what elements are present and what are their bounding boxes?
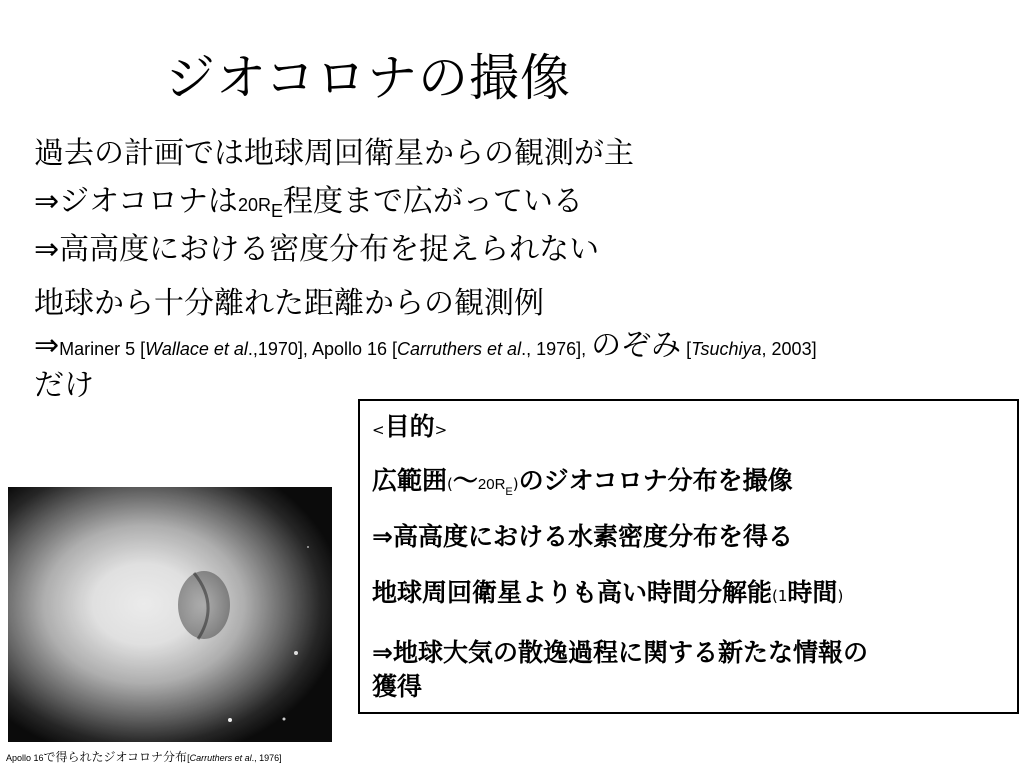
purpose-row1-paren: ( [447,475,453,493]
caption-author: Carruthers et al [189,753,252,763]
photo-caption [6,748,282,765]
line5-ref-b-end: ., 1976], [521,339,592,359]
text-line-5 [34,320,817,364]
line5-ref-a: Mariner 5 [ [59,339,146,359]
line5-arrow: ⇒ [34,328,60,363]
purpose-row-5: 獲得 [372,672,423,701]
geocorona-photo [8,487,332,742]
line5-ref-a-italic: Wallace et al [145,339,248,359]
purpose-box [358,399,1019,714]
slide-title: ジオコロナの撮像 [165,49,571,107]
purpose-row1-subscript: E [505,486,513,498]
purpose-row3-b: 時間 [787,578,838,607]
purpose-row3-close: ) [837,587,844,605]
purpose-row3-paren: ( [772,587,778,605]
line5-ref-a-end: .,1970], Apollo 16 [ [247,339,398,359]
caption-year: ., 1976] [251,753,282,763]
purpose-row1-b: のジオコロナ分布を撮像 [518,466,793,495]
purpose-row1-a: 広範囲 [372,466,448,495]
purpose-row1-tilde: 〜 [452,466,478,495]
purpose-row3-num: 1 [777,587,788,605]
text-line-4: 地球から十分離れた距離からの観測例 [34,286,544,321]
line5-ref-b-italic: Carruthers et al [397,339,522,359]
purpose-row-4: ⇒地球大気の散逸過程に関する新たな情報の [372,638,868,667]
line5-nozomi: のぞみ [591,328,682,363]
purpose-row3-a: 地球周回衛星よりも高い時間分解能 [372,578,773,607]
purpose-row-2: ⇒高高度における水素密度分布を得る [372,522,793,551]
purpose-label: 目的 [384,412,435,441]
purpose-row-3 [372,573,843,609]
geocorona-image [8,487,332,742]
caption-source: Apollo 16 [6,753,44,763]
text-line-1: 過去の計画では地球周回衛星からの観測が主 [34,136,634,171]
caption-bracket-open: [ [187,753,190,763]
text-line-2 [34,176,583,220]
line2-prefix: ⇒ジオコロナは [34,184,238,219]
purpose-gt: > [434,421,448,439]
purpose-row-1 [372,461,793,497]
text-line-3: ⇒高高度における密度分布を捉えられない [34,232,600,267]
purpose-row1-close: ) [512,475,519,493]
caption-text: で得られたジオコロナ分布 [43,750,188,764]
line2-suffix: 程度まで広がっている [282,184,583,219]
line5-ref-c-italic: Tsuchiya [691,339,762,359]
line2-subscript: E [270,201,283,221]
line2-value: 20R [237,195,271,215]
text-line-6: だけ [34,368,94,403]
purpose-lt: < [372,421,385,439]
line5-ref-c-end: , 2003] [761,339,817,359]
purpose-heading [372,407,447,443]
purpose-row1-value: 20R [477,476,506,493]
line5-ref-c: [ [681,339,692,359]
